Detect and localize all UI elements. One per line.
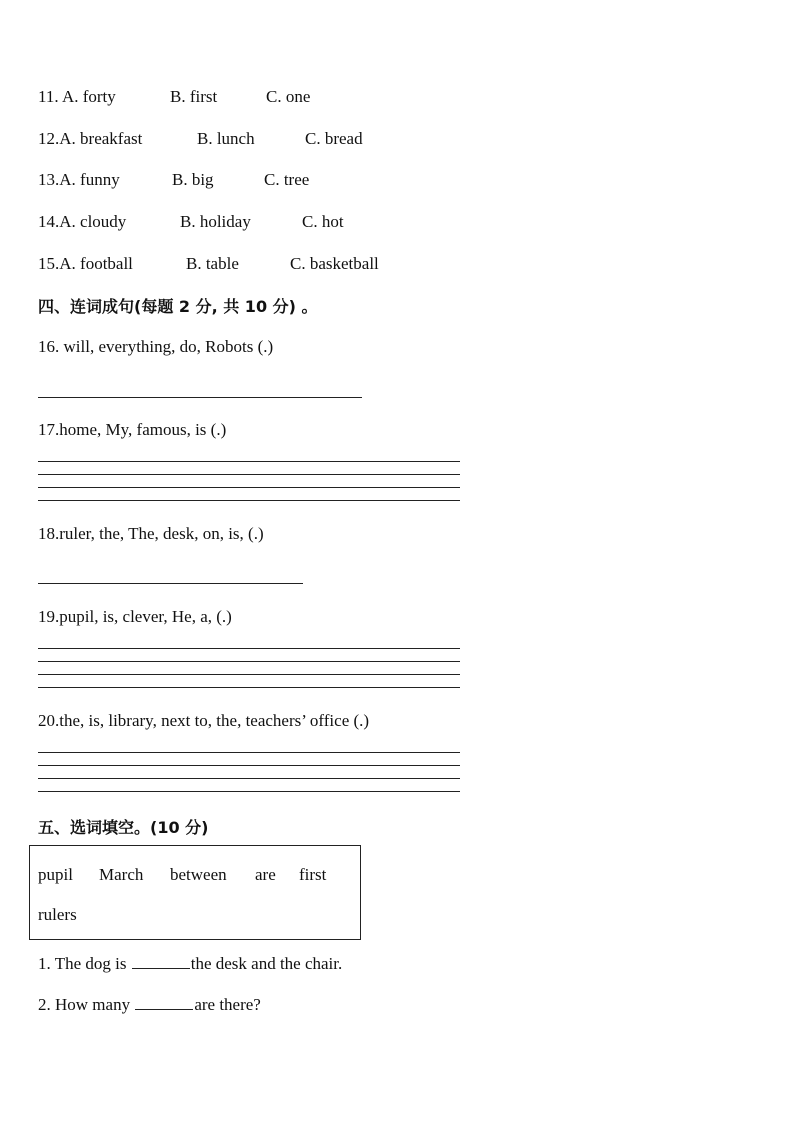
word-bank-item: first bbox=[299, 865, 327, 884]
choice-item-12: 12.A. breakfast B. lunch C. bread bbox=[38, 129, 363, 148]
word-bank-item: pupil bbox=[38, 865, 73, 884]
fill-item-1: 1. The dog is the desk and the chair. bbox=[38, 954, 343, 973]
choice-number: 13 bbox=[38, 170, 55, 189]
sentence-number: 20 bbox=[38, 711, 55, 730]
answer-line bbox=[38, 487, 460, 488]
choice-item-14: 14.A. cloudy B. holiday C. hot bbox=[38, 212, 344, 231]
section-4-title: 四、连词成句(每题 2 分, 共 10 分) 。 bbox=[38, 297, 318, 316]
answer-line bbox=[38, 791, 460, 792]
word-bank-item: are bbox=[255, 865, 276, 884]
choice-item-13: 13.A. funny B. big C. tree bbox=[38, 170, 310, 189]
section-5-title: 五、选词填空。(10 分) bbox=[38, 818, 209, 837]
answer-line bbox=[38, 461, 460, 462]
sentence-item-18 bbox=[38, 524, 264, 544]
sentence-item-19 bbox=[38, 607, 232, 627]
option-b: B. first bbox=[170, 87, 218, 106]
answer-line bbox=[38, 397, 362, 398]
answer-line bbox=[38, 648, 460, 649]
sentence-number: 16 bbox=[38, 337, 55, 356]
choice-number: 15 bbox=[38, 254, 55, 273]
choice-number: 11 bbox=[38, 87, 55, 106]
choice-item-11: 11. A. forty B. first C. one bbox=[38, 87, 311, 106]
answer-blank bbox=[135, 993, 193, 1010]
option-a: A. cloudy bbox=[59, 212, 127, 231]
answer-line bbox=[38, 661, 460, 662]
choice-number: 14 bbox=[38, 212, 55, 231]
sentence-words: .ruler, the, The, desk, on, is, (.) bbox=[55, 524, 264, 543]
option-a: A. forty bbox=[61, 87, 116, 106]
sentence-number: 19 bbox=[38, 607, 55, 626]
answer-line bbox=[38, 674, 460, 675]
choice-number: 12 bbox=[38, 129, 55, 148]
sentence-words: .home, My, famous, is (.) bbox=[55, 420, 227, 439]
option-b: B. big bbox=[172, 170, 214, 189]
sentence-number: 17 bbox=[38, 420, 55, 439]
option-c: C. hot bbox=[302, 212, 344, 231]
option-c: C. basketball bbox=[290, 254, 379, 273]
sentence-item-20 bbox=[38, 711, 369, 731]
option-c: C. one bbox=[266, 87, 311, 106]
sentence-words: .pupil, is, clever, He, a, (.) bbox=[55, 607, 232, 626]
option-a: A. football bbox=[59, 254, 133, 273]
option-b: B. lunch bbox=[197, 129, 255, 148]
answer-blank bbox=[132, 952, 190, 969]
sentence-number: 18 bbox=[38, 524, 55, 543]
answer-line bbox=[38, 474, 460, 475]
word-bank-item: between bbox=[170, 865, 227, 884]
option-a: A. funny bbox=[59, 170, 120, 189]
option-b: B. table bbox=[186, 254, 239, 273]
sentence-item-17 bbox=[38, 420, 226, 440]
fill-item-2: 2. How many are there? bbox=[38, 995, 261, 1014]
option-b: B. holiday bbox=[180, 212, 251, 231]
answer-line bbox=[38, 752, 460, 753]
sentence-words: . will, everything, do, Robots (.) bbox=[55, 337, 274, 356]
choice-item-15: 15.A. football B. table C. basketball bbox=[38, 254, 379, 273]
option-a: A. breakfast bbox=[59, 129, 143, 148]
word-bank-item: rulers bbox=[38, 905, 77, 924]
sentence-words: .the, is, library, next to, the, teachers’ office (.) bbox=[55, 711, 370, 730]
option-c: C. tree bbox=[264, 170, 310, 189]
answer-line bbox=[38, 500, 460, 501]
word-bank-item: March bbox=[99, 865, 144, 884]
answer-line bbox=[38, 583, 303, 584]
option-c: C. bread bbox=[305, 129, 363, 148]
answer-line bbox=[38, 778, 460, 779]
answer-line bbox=[38, 765, 460, 766]
sentence-item-16 bbox=[38, 337, 273, 357]
answer-line bbox=[38, 687, 460, 688]
word-bank-box bbox=[29, 845, 361, 940]
